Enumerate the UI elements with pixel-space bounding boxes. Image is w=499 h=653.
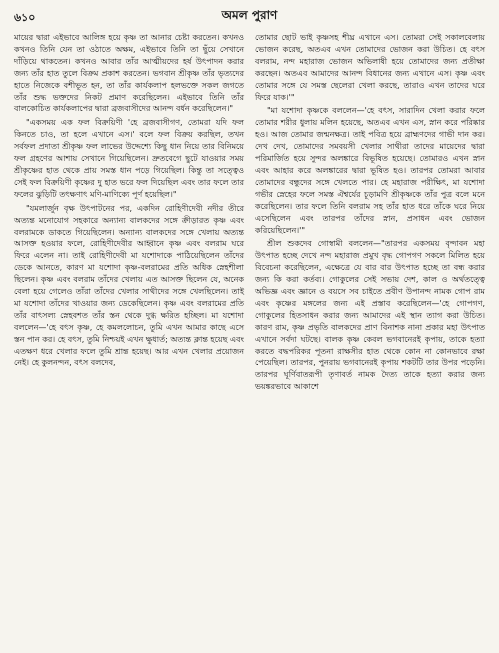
running-title: অমল পুরাণ [221,8,278,22]
page-header [14,6,485,24]
paragraph: "যমলার্জুন বৃক্ষ উৎপাটনের পর, একদিন রোহিণীদেবী নদীর তীরে অত্যন্ত মনোযোগ সহকারে অন্যান্য বালকদের সঙ্গে ক্রীড়ারত কৃষ্ণ এবং বলরামকে ডাকতে গিয়েছিলেন। অন্যান্য বালকদের সঙ্গে খেলায় অত্যন্ত আসক্ত হওয়ার ফলে, রোহিণীদেবীর আহ্বানে কৃষ্ণ এবং বলরাম ঘরে ফিরে এলেন না। তাই রোহিণীদেবী মা যশোদাকে পাঠিয়েছিলেন তাঁদের ডেকে আনতে, কারণ মা যশোদা কৃষ্ণ-বলরামের প্রতি অধিক স্নেহশীলা ছিলেন। কৃষ্ণ এবং বলরাম তাঁদের খেলায় এত আসক্ত ছিলেন যে, অনেক বেলা হয়ে গেলেও তাঁরা তাঁদের খেলার সাথীদের সঙ্গে খেলছিলেন। তাই মা যশোদা তাঁদের খাওয়ার জন্য ডেকেছিলেন। কৃষ্ণ এবং বলরামের প্রতি তাঁর বাৎসল্য স্নেহবশত তাঁর স্তন থেকে দুগ্ধ ক্ষরিত হচ্ছিল। মা যশোদা বললেন—'হে বৎস কৃষ্ণ, হে কমললোচন, তুমি এখন আমার কাছে এসে স্তন পান কর। হে বৎস, তুমি নিশ্চয়ই এখন ক্ষুধার্ত; অত্যন্ত ক্লান্ত হয়েছ এবং এতক্ষণ ধরে খেলার ফলে তুমি শ্রান্ত হয়েছ। আর এখন খেলার প্রয়োজন নেই। হে কুলনন্দন, বৎস বলদেব, [14,203,244,368]
text-columns [14,32,485,393]
paragraph: তোমার ছোট ভাই কৃষ্ণসহ শীঘ্র এখানে এস। তোমরা সেই সকালবেলায় ভোজন করেছ, অতএব এখন তোমাদের ভোজন করা উচিত। হে বৎস বলরাম, নন্দ মহারাজ ভোজন অভিলাষী হয়ে তোমাদের জন্য প্রতীক্ষা করছেন। অতএব আমাদের আনন্দ বিধানের জন্য এখানে এস। কৃষ্ণ এবং তোমার সঙ্গে যে সমস্ত ছেলেরা খেলা করছে, তারাও এখন তাদের ঘরে ফিরে যাক।'" [255,33,485,102]
left-column [14,32,244,393]
page-number: ৬১০ [14,11,36,24]
paragraph: শ্রীল শুকদেব গোস্বামী বললেন—"তারপর একসময় বৃন্দাবন মহা উৎপাত হচ্ছে দেখে নন্দ মহারাজ প্রমুখ বৃদ্ধ গোপগণ সকলে মিলিত হয়ে বিবেচনা করেছিলেন, এক্ষেত্রে যে বার বার উৎপাত হচ্ছে তা বন্ধ করার জন্য কি করা কর্তব্য। গোকুলের সেই সভায় দেশ, কাল ও অর্থতত্ত্বে অভিজ্ঞ এবং জ্ঞানে ও বয়সে সব চাইতে প্রবীণ উপানন্দ নামক গোপ রাম এবং কৃষ্ণের মঙ্গলের জন্য এই প্রস্তাব করেছিলেন—'হে গোপগণ, গোকুলের হিতসাধন করার জন্য আমাদের এই স্থান ত্যাগ করা উচিত। কারণ রাম, কৃষ্ণ প্রভৃতি বালকদের প্রাণ বিনাশক নানা প্রকার মহা উৎপাত এখানে সর্বদা ঘটছে। বালক কৃষ্ণ কেবল ভগবানেরই কৃপায়, তাকে হত্যা করতে বদ্ধপরিকর পূতনা রাক্ষসীর হাত থেকে কোন না কোনভাবে রক্ষা পেয়েছিল। তারপর, পুনরায় ভগবানেরই কৃপায় শকটটি তার উপর পড়েনি। তারপর ঘূর্ণিবাতরূপী তৃণাবর্ত নামক দৈত্য তাকে হত্যা করার জন্য ভয়ঙ্করভাবে আকাশে [255,239,485,392]
paragraph: "মা যশোদা কৃষ্ণকে বললেন—'হে বৎস, সারাদিন খেলা করার ফলে তোমার শরীর ধুলায় মলিন হয়েছে, অতএব এখন এস, স্নান করে পরিষ্কার হও। আজ তোমার জন্মনক্ষত্র। তাই পবিত্র হয়ে ব্রাহ্মণদের গাভী দান কর। দেখ দেখ, তোমাদের সমবয়সী খেলার সাথীরা তাদের মায়েদের দ্বারা পরিমার্জিত হয়ে সুন্দর অলঙ্কারে বিভূষিত হয়েছে। তোমারও এখন স্নান এবং আহার করে অলঙ্কারের দ্বারা ভূষিত হও। তারপর তোমরা আবার তোমাদের বন্ধুদের সঙ্গে খেলতে পার। হে মহারাজ পরীক্ষিৎ, মা যশোদা গভীর স্নেহের ফলে সমস্ত ঐশ্বর্যের চূড়ামণি শ্রীকৃষ্ণকে তাঁর পুত্র বলে মনে করেছিলেন। তার ফলে তিনি বলরাম সহ তাঁর হাত ধরে তাঁকে ঘরে নিয়ে এসেছিলেন এবং তারপর তাঁদের স্নান, প্রসাধন এবং ভোজন করিয়েছিলেন।'" [255,106,485,235]
paragraph: "একসময় এক ফল বিক্রয়িণী 'হে ব্রজবাসীগণ, তোমরা যদি ফল কিনতে চাও, তা হলে এখানে এস।' বলে ফল বিক্রয় করছিল, তখন সর্বফল প্রদাতা শ্রীকৃষ্ণ ফল লাভের উদ্দেশ্যে কিছু ধান নিয়ে তার বিনিময়ে ফল গ্রহণের আশায় সেখানে গিয়েছিলেন। দ্রুতবেগে ছুটে যাওয়ার সময় শ্রীকৃষ্ণের হাত থেকে প্রায় সমস্ত ধান পড়ে গিয়েছিল। কিন্তু তা সত্ত্বেও সেই ফল বিক্রয়িণী কৃষ্ণের দু হাত ভরে ফল দিয়েছিল এবং তার ফলে তার ফলের ঝুড়িটি তৎক্ষণাৎ মণি-মাণিক্যে পূর্ণ হয়েছিল।" [14,118,244,199]
right-column [255,32,485,393]
paragraph: মায়ের দ্বারা এইভাবে আলিঙ্গ হয়ে কৃষ্ণ তা আনার চেষ্টা করতেন। কখনও কখনও তিনি যেন তা ওঠাতে অক্ষম, এইভাবে তিনি তা ছুঁয়ে সেখানে দাঁড়িয়ে থাকতেন। কখনও আবার তাঁর আত্মীয়দের হর্ষ উৎপাদন করার জন্য তাঁর হাত তুলে বিক্রম প্রকাশ করতেন। ভগবান শ্রীকৃষ্ণ তাঁর ভৃত্যদের হাতে নিজেকে বশীভূত হন, তা তাঁর কার্যকলাপ হলভক্তে সকল জগতে তাঁর শুদ্ধ ভক্তদের নিকট প্রমাণ করেছিলেন। এইভাবে তিনি তাঁর বালকোচিত কার্যকলাপের দ্বারা ব্রজবাসীদের আনন্দ বর্ধন করেছিলেন।" [14,33,244,114]
